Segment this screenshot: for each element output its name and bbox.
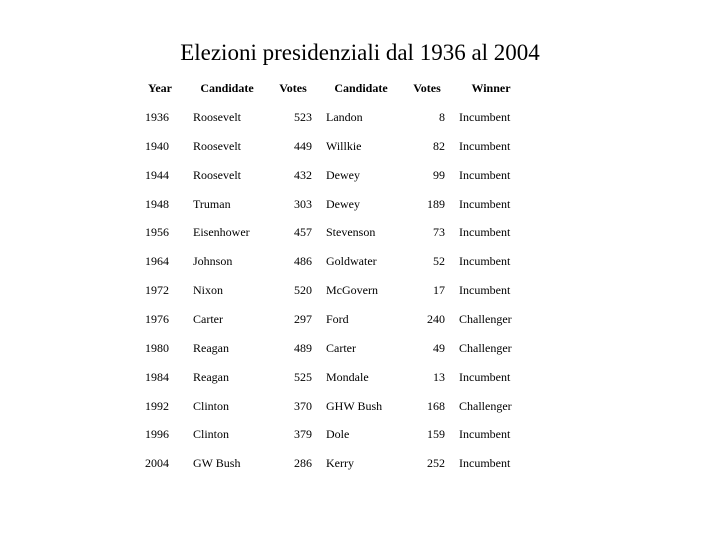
- cell-year: 1944: [145, 167, 169, 182]
- cell-loser-candidate: Mondale: [326, 369, 369, 384]
- cell-winner-type: Incumbent: [459, 369, 511, 384]
- cell-winner-candidate: GW Bush: [193, 456, 241, 471]
- cell-year: 1996: [145, 427, 169, 442]
- header-votes-2: Votes: [413, 81, 441, 95]
- table-row: [0, 370, 720, 388]
- cell-loser-votes: 52: [433, 254, 445, 269]
- cell-winner-candidate: Nixon: [193, 283, 223, 298]
- cell-winner-type: Incumbent: [459, 138, 511, 153]
- cell-loser-candidate: Dole: [326, 427, 350, 442]
- cell-year: 1956: [145, 225, 169, 240]
- cell-loser-candidate: Ford: [326, 311, 349, 326]
- cell-winner-type: Incumbent: [459, 110, 511, 124]
- cell-winner-type: Incumbent: [459, 427, 511, 442]
- cell-loser-candidate: Dewey: [326, 167, 360, 182]
- cell-winner-candidate: Roosevelt: [193, 138, 241, 153]
- table-header-row: [0, 81, 720, 99]
- cell-loser-votes: 189: [427, 196, 445, 211]
- cell-loser-votes: 73: [433, 225, 445, 240]
- table-row: [0, 312, 720, 330]
- cell-year: 1984: [145, 369, 169, 384]
- table-row: [0, 341, 720, 359]
- header-candidate-2: Candidate: [334, 81, 388, 95]
- cell-winner-type: Incumbent: [459, 196, 511, 211]
- cell-loser-candidate: Landon: [326, 110, 363, 124]
- cell-year: 1964: [145, 254, 169, 269]
- cell-winner-candidate: Eisenhower: [193, 225, 250, 240]
- cell-winner-votes: 486: [294, 254, 312, 269]
- cell-year: 1972: [145, 283, 169, 298]
- cell-winner-votes: 449: [294, 138, 312, 153]
- cell-loser-votes: 8: [439, 110, 445, 124]
- cell-loser-votes: 240: [427, 311, 445, 326]
- cell-loser-votes: 159: [427, 427, 445, 442]
- cell-winner-candidate: Roosevelt: [193, 110, 241, 124]
- table-row: [0, 225, 720, 243]
- table-row: [0, 110, 720, 128]
- cell-winner-votes: 303: [294, 196, 312, 211]
- table-row: [0, 283, 720, 301]
- cell-winner-type: Incumbent: [459, 225, 511, 240]
- cell-year: 1992: [145, 398, 169, 413]
- cell-winner-votes: 489: [294, 340, 312, 355]
- page-title: Elezioni presidenziali dal 1936 al 2004: [180, 40, 540, 65]
- cell-year: 1976: [145, 311, 169, 326]
- cell-winner-type: Incumbent: [459, 254, 511, 269]
- cell-loser-votes: 252: [427, 456, 445, 471]
- header-votes-1: Votes: [279, 81, 307, 95]
- cell-winner-type: Challenger: [459, 340, 512, 355]
- cell-loser-candidate: Carter: [326, 340, 356, 355]
- cell-winner-type: Challenger: [459, 398, 512, 413]
- cell-loser-candidate: Goldwater: [326, 254, 377, 269]
- cell-loser-candidate: Stevenson: [326, 225, 376, 240]
- cell-winner-candidate: Reagan: [193, 340, 229, 355]
- cell-winner-votes: 379: [294, 427, 312, 442]
- cell-loser-candidate: GHW Bush: [326, 398, 383, 413]
- cell-winner-candidate: Roosevelt: [193, 167, 241, 182]
- cell-year: 2004: [145, 456, 169, 471]
- cell-loser-votes: 17: [433, 283, 445, 298]
- cell-loser-votes: 82: [433, 138, 445, 153]
- cell-winner-candidate: Reagan: [193, 369, 229, 384]
- cell-loser-votes: 13: [433, 369, 445, 384]
- table-row: [0, 427, 720, 445]
- table-row: [0, 139, 720, 157]
- header-candidate-1: Candidate: [200, 81, 254, 95]
- cell-winner-type: Incumbent: [459, 283, 511, 298]
- cell-winner-votes: 286: [294, 456, 312, 471]
- cell-winner-votes: 457: [294, 225, 312, 240]
- cell-winner-votes: 525: [294, 369, 312, 384]
- table-row: [0, 456, 720, 474]
- cell-winner-type: Challenger: [459, 311, 512, 326]
- cell-winner-votes: 297: [294, 311, 312, 326]
- cell-year: 1948: [145, 196, 169, 211]
- table-row: [0, 399, 720, 417]
- cell-year: 1940: [145, 138, 169, 153]
- cell-loser-votes: 49: [433, 340, 445, 355]
- table-row: [0, 168, 720, 186]
- cell-winner-type: Incumbent: [459, 456, 511, 471]
- cell-loser-candidate: Kerry: [326, 456, 354, 471]
- table-row: [0, 197, 720, 215]
- cell-winner-candidate: Clinton: [193, 427, 230, 442]
- cell-loser-candidate: Willkie: [326, 138, 362, 153]
- cell-winner-candidate: Carter: [193, 311, 223, 326]
- cell-loser-votes: 168: [427, 398, 445, 413]
- cell-loser-candidate: Dewey: [326, 196, 360, 211]
- cell-year: 1980: [145, 340, 169, 355]
- cell-loser-votes: 99: [433, 167, 445, 182]
- cell-winner-candidate: Clinton: [193, 398, 230, 413]
- cell-winner-votes: 520: [294, 283, 312, 298]
- cell-winner-votes: 432: [294, 167, 312, 182]
- table-row: [0, 254, 720, 272]
- cell-winner-candidate: Johnson: [193, 254, 233, 269]
- header-winner: Winner: [471, 81, 511, 95]
- cell-winner-votes: 370: [294, 398, 312, 413]
- cell-winner-candidate: Truman: [193, 196, 231, 211]
- cell-winner-votes: 523: [294, 110, 312, 124]
- cell-year: 1936: [145, 110, 169, 124]
- cell-loser-candidate: McGovern: [326, 283, 378, 298]
- header-year: Year: [148, 81, 172, 95]
- cell-winner-type: Incumbent: [459, 167, 511, 182]
